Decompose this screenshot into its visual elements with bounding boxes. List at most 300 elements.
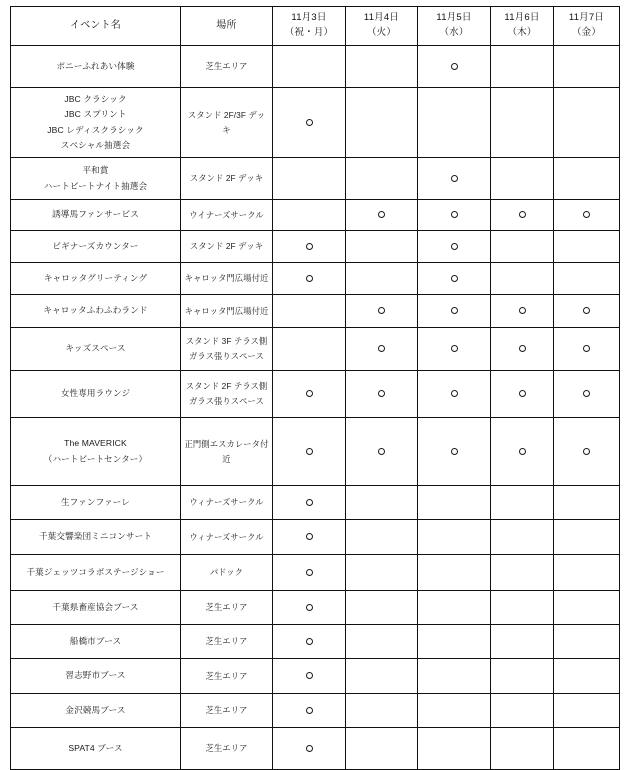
empty-mark xyxy=(381,504,382,505)
table-row xyxy=(11,591,620,625)
empty-mark xyxy=(381,538,382,539)
empty-mark xyxy=(522,504,523,505)
empty-mark xyxy=(381,643,382,644)
empty-mark xyxy=(522,248,523,249)
circle-mark-icon xyxy=(306,745,313,752)
place-line: 芝生エリア xyxy=(205,670,248,681)
availability-mark-cell-empty xyxy=(346,231,418,263)
event-schedule-container xyxy=(10,6,619,770)
place-cell xyxy=(181,418,273,486)
availability-mark-cell-empty xyxy=(346,728,418,770)
place-line: 芝生エリア xyxy=(205,602,248,613)
availability-mark-cell-filled xyxy=(273,418,346,486)
table-body xyxy=(11,46,620,770)
empty-mark xyxy=(381,677,382,678)
table-row xyxy=(11,88,620,158)
place-line: 芝生エリア xyxy=(205,61,248,72)
header-row xyxy=(11,7,620,46)
availability-mark-cell-empty xyxy=(554,158,620,200)
availability-mark-cell-filled xyxy=(418,328,491,371)
availability-mark-cell-empty xyxy=(418,555,491,591)
circle-mark-icon xyxy=(583,448,590,455)
availability-mark-cell-filled xyxy=(554,418,620,486)
event-name-line: JBC スプリント xyxy=(64,109,127,120)
availability-mark-cell-empty xyxy=(346,158,418,200)
place-line: スタンド 2F デッキ xyxy=(189,241,264,252)
event-name-cell xyxy=(11,659,181,694)
availability-mark-cell-filled xyxy=(418,46,491,88)
availability-mark-cell-empty xyxy=(346,555,418,591)
availability-mark-cell-empty xyxy=(346,486,418,520)
circle-mark-icon xyxy=(378,448,385,455)
empty-mark xyxy=(586,280,587,281)
empty-mark xyxy=(309,68,310,69)
circle-mark-icon xyxy=(583,390,590,397)
event-name-cell xyxy=(11,88,181,158)
availability-mark-cell-filled xyxy=(418,418,491,486)
place-cell xyxy=(181,625,273,659)
circle-mark-icon xyxy=(519,211,526,218)
event-name-line: 女性専用ラウンジ xyxy=(60,388,131,399)
event-name-cell xyxy=(11,328,181,371)
event-name-line: 平和賞 xyxy=(82,165,109,176)
circle-mark-icon xyxy=(306,390,313,397)
availability-mark-cell-empty xyxy=(273,46,346,88)
event-name-cell xyxy=(11,263,181,295)
availability-mark-cell-filled xyxy=(273,694,346,728)
empty-mark xyxy=(586,538,587,539)
empty-mark xyxy=(522,712,523,713)
event-name-cell xyxy=(11,694,181,728)
empty-mark xyxy=(522,180,523,181)
availability-mark-cell-empty xyxy=(418,625,491,659)
event-name-cell xyxy=(11,520,181,555)
empty-mark xyxy=(454,538,455,539)
table-row xyxy=(11,231,620,263)
place-line: キャロッタ門広場付近 xyxy=(184,273,269,284)
dow-label-5: （金） xyxy=(571,27,602,38)
place-cell xyxy=(181,659,273,694)
event-name-line: 生ファンファーレ xyxy=(60,496,131,507)
empty-mark xyxy=(454,124,455,125)
availability-mark-cell-filled xyxy=(273,625,346,659)
place-cell xyxy=(181,200,273,231)
circle-mark-icon xyxy=(378,390,385,397)
dow-label-3: （水） xyxy=(439,27,469,38)
availability-mark-cell-filled xyxy=(346,295,418,328)
date-label-3: 11月5日 xyxy=(436,12,472,24)
empty-mark xyxy=(381,180,382,181)
place-cell xyxy=(181,328,273,371)
availability-mark-cell-filled xyxy=(491,371,554,418)
table-row xyxy=(11,328,620,371)
empty-mark xyxy=(309,312,310,313)
place-line: 芝生エリア xyxy=(205,743,248,754)
table-row xyxy=(11,46,620,88)
availability-mark-cell-empty xyxy=(491,728,554,770)
empty-mark xyxy=(381,68,382,69)
circle-mark-icon xyxy=(306,119,313,126)
empty-mark xyxy=(454,750,455,751)
availability-mark-cell-filled xyxy=(346,418,418,486)
availability-mark-cell-empty xyxy=(418,591,491,625)
event-name-cell xyxy=(11,46,181,88)
empty-mark xyxy=(586,750,587,751)
availability-mark-cell-empty xyxy=(554,555,620,591)
availability-mark-cell-empty xyxy=(346,263,418,295)
place-line: ウィナーズサークル xyxy=(189,531,264,542)
availability-mark-cell-filled xyxy=(346,328,418,371)
circle-mark-icon xyxy=(306,275,313,282)
empty-mark xyxy=(586,180,587,181)
availability-mark-cell-filled xyxy=(554,200,620,231)
circle-mark-icon xyxy=(306,672,313,679)
availability-mark-cell-empty xyxy=(491,263,554,295)
event-name-line: ハートビートナイト抽選会 xyxy=(43,180,148,191)
availability-mark-cell-empty xyxy=(491,486,554,520)
place-line: ウイナーズサークル xyxy=(189,209,264,220)
date-label-1: 11月3日 xyxy=(291,12,327,24)
circle-mark-icon xyxy=(306,569,313,576)
availability-mark-cell-filled xyxy=(273,231,346,263)
circle-mark-icon xyxy=(451,390,458,397)
column-header-date-1 xyxy=(273,7,346,46)
circle-mark-icon xyxy=(451,307,458,314)
availability-mark-cell-empty xyxy=(554,263,620,295)
empty-mark xyxy=(381,574,382,575)
table-row xyxy=(11,263,620,295)
event-schedule-table xyxy=(10,6,620,770)
availability-mark-cell-filled xyxy=(491,418,554,486)
event-name-line: キャロッタグリーティング xyxy=(43,272,148,283)
empty-mark xyxy=(522,609,523,610)
place-line: スタンド 2F テラス側 xyxy=(185,381,268,392)
place-cell xyxy=(181,46,273,88)
place-cell xyxy=(181,158,273,200)
place-line: ガラス張りスペース xyxy=(189,396,264,406)
place-line: スタンド 2F デッキ xyxy=(189,173,264,184)
availability-mark-cell-filled xyxy=(273,88,346,158)
circle-mark-icon xyxy=(306,638,313,645)
availability-mark-cell-empty xyxy=(418,728,491,770)
circle-mark-icon xyxy=(519,307,526,314)
empty-mark xyxy=(586,124,587,125)
availability-mark-cell-empty xyxy=(346,46,418,88)
availability-mark-cell-filled xyxy=(554,295,620,328)
availability-mark-cell-empty xyxy=(418,659,491,694)
availability-mark-cell-empty xyxy=(554,88,620,158)
availability-mark-cell-empty xyxy=(554,728,620,770)
place-line: キャロッタ門広場付近 xyxy=(184,305,269,316)
empty-mark xyxy=(454,712,455,713)
availability-mark-cell-empty xyxy=(273,200,346,231)
place-cell xyxy=(181,520,273,555)
event-name-cell xyxy=(11,625,181,659)
empty-mark xyxy=(381,609,382,610)
event-name-cell xyxy=(11,555,181,591)
dow-label-2: （火） xyxy=(366,27,397,38)
place-cell xyxy=(181,486,273,520)
empty-mark xyxy=(454,504,455,505)
event-name-line: 千葉ジェッツコラボステージショー xyxy=(26,566,165,577)
table-row xyxy=(11,158,620,200)
availability-mark-cell-filled xyxy=(418,295,491,328)
table-row xyxy=(11,728,620,770)
column-header-date-4 xyxy=(491,7,554,46)
empty-mark xyxy=(586,643,587,644)
availability-mark-cell-empty xyxy=(491,88,554,158)
availability-mark-cell-empty xyxy=(418,88,491,158)
empty-mark xyxy=(381,248,382,249)
availability-mark-cell-filled xyxy=(418,231,491,263)
availability-mark-cell-empty xyxy=(491,591,554,625)
table-row xyxy=(11,555,620,591)
availability-mark-cell-filled xyxy=(418,371,491,418)
availability-mark-cell-filled xyxy=(491,295,554,328)
empty-mark xyxy=(381,712,382,713)
event-name-line: 誘導馬ファンサービス xyxy=(52,209,139,220)
availability-mark-cell-empty xyxy=(273,158,346,200)
empty-mark xyxy=(522,280,523,281)
empty-mark xyxy=(586,504,587,505)
empty-mark xyxy=(522,68,523,69)
place-cell xyxy=(181,555,273,591)
place-line: 芝生エリア xyxy=(205,705,248,716)
date-label-2: 11月4日 xyxy=(363,12,400,24)
availability-mark-cell-empty xyxy=(346,520,418,555)
availability-mark-cell-filled xyxy=(273,659,346,694)
availability-mark-cell-empty xyxy=(554,486,620,520)
availability-mark-cell-filled xyxy=(418,263,491,295)
table-header xyxy=(11,7,620,46)
availability-mark-cell-empty xyxy=(491,520,554,555)
availability-mark-cell-empty xyxy=(491,158,554,200)
availability-mark-cell-empty xyxy=(346,88,418,158)
empty-mark xyxy=(586,677,587,678)
empty-mark xyxy=(381,750,382,751)
availability-mark-cell-empty xyxy=(491,231,554,263)
event-name-line: ビギナーズカウンター xyxy=(52,240,139,251)
empty-mark xyxy=(522,538,523,539)
column-header-event-name: イベント名 xyxy=(11,7,181,46)
circle-mark-icon xyxy=(583,211,590,218)
place-cell xyxy=(181,728,273,770)
table-row xyxy=(11,371,620,418)
availability-mark-cell-empty xyxy=(554,659,620,694)
circle-mark-icon xyxy=(306,533,313,540)
circle-mark-icon xyxy=(306,604,313,611)
table-row xyxy=(11,200,620,231)
circle-mark-icon xyxy=(451,345,458,352)
availability-mark-cell-empty xyxy=(418,694,491,728)
availability-mark-cell-filled xyxy=(418,200,491,231)
availability-mark-cell-empty xyxy=(491,555,554,591)
availability-mark-cell-filled xyxy=(273,520,346,555)
place-cell xyxy=(181,295,273,328)
place-cell xyxy=(181,231,273,263)
circle-mark-icon xyxy=(519,390,526,397)
circle-mark-icon xyxy=(378,307,385,314)
circle-mark-icon xyxy=(378,211,385,218)
column-header-place: 場所 xyxy=(181,7,273,46)
place-line: 近 xyxy=(222,453,231,464)
empty-mark xyxy=(586,609,587,610)
availability-mark-cell-filled xyxy=(491,328,554,371)
circle-mark-icon xyxy=(306,448,313,455)
place-line: ガラス張りスペース xyxy=(189,351,264,361)
place-line: 正門側エスカレータ付 xyxy=(184,438,269,449)
table-row xyxy=(11,295,620,328)
place-cell xyxy=(181,371,273,418)
event-name-line: 金沢競馬ブース xyxy=(65,704,126,715)
empty-mark xyxy=(309,216,310,217)
empty-mark xyxy=(454,609,455,610)
event-name-cell xyxy=(11,231,181,263)
empty-mark xyxy=(522,124,523,125)
availability-mark-cell-empty xyxy=(346,694,418,728)
column-header-date-5 xyxy=(554,7,620,46)
empty-mark xyxy=(522,643,523,644)
dow-label-1: （祝・月） xyxy=(284,27,334,38)
empty-mark xyxy=(309,350,310,351)
event-name-cell xyxy=(11,486,181,520)
place-line: スタンド 2F/3F デッ xyxy=(187,109,266,120)
empty-mark xyxy=(586,68,587,69)
event-name-line: SPAT4 ブース xyxy=(68,742,123,753)
event-name-line: 千葉交響楽団ミニコンサート xyxy=(38,531,153,542)
availability-mark-cell-empty xyxy=(554,591,620,625)
event-name-line: 千葉県畜産協会ブース xyxy=(52,601,139,612)
event-name-line: （ハートビートセンター） xyxy=(43,453,148,464)
place-cell xyxy=(181,263,273,295)
dow-label-4: （木） xyxy=(507,27,537,38)
circle-mark-icon xyxy=(306,243,313,250)
place-line: パドック xyxy=(209,567,244,578)
date-label-5: 11月7日 xyxy=(568,12,605,24)
circle-mark-icon xyxy=(451,175,458,182)
availability-mark-cell-filled xyxy=(346,371,418,418)
place-line: 芝生エリア xyxy=(205,636,248,647)
circle-mark-icon xyxy=(451,448,458,455)
event-name-line: ポニーふれあい体験 xyxy=(56,60,135,71)
place-line: キ xyxy=(222,124,231,135)
event-name-line: キッズスペース xyxy=(65,343,126,354)
circle-mark-icon xyxy=(378,345,385,352)
availability-mark-cell-filled xyxy=(554,328,620,371)
circle-mark-icon xyxy=(451,275,458,282)
empty-mark xyxy=(586,574,587,575)
availability-mark-cell-filled xyxy=(273,591,346,625)
event-name-cell xyxy=(11,295,181,328)
empty-mark xyxy=(381,124,382,125)
table-row xyxy=(11,418,620,486)
column-header-date-2 xyxy=(346,7,418,46)
empty-mark xyxy=(454,643,455,644)
empty-mark xyxy=(586,712,587,713)
event-name-line: スペシャル抽選会 xyxy=(60,139,131,150)
availability-mark-cell-empty xyxy=(346,625,418,659)
event-name-line: JBC レディスクラシック xyxy=(47,124,144,135)
availability-mark-cell-empty xyxy=(346,659,418,694)
circle-mark-icon xyxy=(519,345,526,352)
table-row xyxy=(11,659,620,694)
table-row xyxy=(11,486,620,520)
date-label-4: 11月6日 xyxy=(504,12,540,24)
availability-mark-cell-empty xyxy=(273,295,346,328)
circle-mark-icon xyxy=(583,345,590,352)
empty-mark xyxy=(522,677,523,678)
availability-mark-cell-empty xyxy=(418,486,491,520)
availability-mark-cell-filled xyxy=(491,200,554,231)
place-line: ウィナーズサークル xyxy=(189,497,264,508)
empty-mark xyxy=(454,574,455,575)
event-name-cell xyxy=(11,418,181,486)
availability-mark-cell-filled xyxy=(418,158,491,200)
availability-mark-cell-empty xyxy=(491,625,554,659)
circle-mark-icon xyxy=(451,211,458,218)
empty-mark xyxy=(586,248,587,249)
empty-mark xyxy=(381,280,382,281)
table-row xyxy=(11,625,620,659)
place-cell xyxy=(181,591,273,625)
event-name-cell xyxy=(11,371,181,418)
availability-mark-cell-filled xyxy=(554,371,620,418)
table-row xyxy=(11,520,620,555)
availability-mark-cell-empty xyxy=(273,328,346,371)
event-name-line: The MAVERICK xyxy=(64,438,127,449)
event-name-cell xyxy=(11,200,181,231)
event-name-line: キャロッタふわふわランド xyxy=(43,305,148,316)
availability-mark-cell-filled xyxy=(273,555,346,591)
availability-mark-cell-filled xyxy=(273,728,346,770)
table-row xyxy=(11,694,620,728)
place-cell xyxy=(181,88,273,158)
availability-mark-cell-filled xyxy=(346,200,418,231)
event-name-line: JBC クラシック xyxy=(64,94,127,105)
availability-mark-cell-empty xyxy=(554,625,620,659)
availability-mark-cell-empty xyxy=(554,520,620,555)
circle-mark-icon xyxy=(451,243,458,250)
empty-mark xyxy=(522,750,523,751)
empty-mark xyxy=(454,677,455,678)
availability-mark-cell-filled xyxy=(273,486,346,520)
availability-mark-cell-empty xyxy=(491,659,554,694)
availability-mark-cell-empty xyxy=(346,591,418,625)
place-cell xyxy=(181,694,273,728)
availability-mark-cell-filled xyxy=(273,371,346,418)
circle-mark-icon xyxy=(451,63,458,70)
availability-mark-cell-empty xyxy=(418,520,491,555)
event-name-cell xyxy=(11,728,181,770)
circle-mark-icon xyxy=(583,307,590,314)
column-header-date-3 xyxy=(418,7,491,46)
availability-mark-cell-empty xyxy=(491,46,554,88)
availability-mark-cell-empty xyxy=(554,46,620,88)
availability-mark-cell-filled xyxy=(273,263,346,295)
empty-mark xyxy=(309,180,310,181)
availability-mark-cell-empty xyxy=(491,694,554,728)
empty-mark xyxy=(522,574,523,575)
circle-mark-icon xyxy=(306,707,313,714)
event-name-cell xyxy=(11,158,181,200)
event-name-line: 習志野市ブース xyxy=(65,670,126,681)
event-name-cell xyxy=(11,591,181,625)
circle-mark-icon xyxy=(306,499,313,506)
circle-mark-icon xyxy=(519,448,526,455)
availability-mark-cell-empty xyxy=(554,694,620,728)
availability-mark-cell-empty xyxy=(554,231,620,263)
place-line: スタンド 3F テラス側 xyxy=(185,336,268,347)
